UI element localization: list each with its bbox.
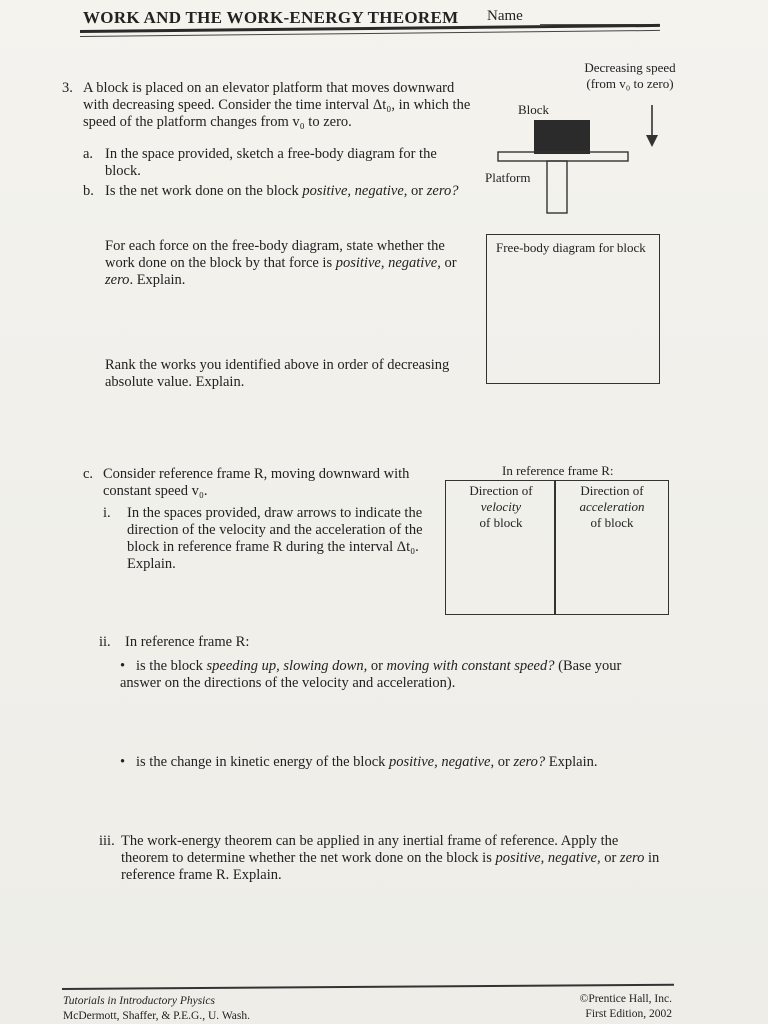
rank-works-text: Rank the works you identified above in order of decreasing absolute value. Explain. bbox=[105, 357, 450, 390]
bullet-dot: • bbox=[120, 658, 126, 674]
part-a-text: In the space provided, sketch a free-body diagram for the block. bbox=[105, 146, 437, 179]
each-force-end: . Explain. bbox=[129, 272, 186, 288]
footer-edition: First Edition, 2002 bbox=[585, 1008, 672, 1020]
velocity-header-line1: Direction of bbox=[469, 483, 533, 498]
footer-rule bbox=[62, 984, 674, 990]
platform-post-shape bbox=[547, 161, 567, 213]
question-number: 3. bbox=[62, 80, 73, 96]
part-c-letter: c. bbox=[83, 466, 94, 482]
name-label: Name bbox=[487, 8, 523, 24]
part-b-letter: b. bbox=[83, 183, 94, 199]
block-label: Block bbox=[518, 102, 550, 117]
footer-book-title: Tutorials in Introductory Physics bbox=[63, 995, 215, 1007]
direction-table-divider bbox=[554, 480, 556, 614]
each-force-zero: zero bbox=[105, 272, 130, 288]
part-ciii-letter: iii. bbox=[99, 833, 115, 849]
each-force-or: or bbox=[440, 255, 457, 271]
each-force-plain: For each force on the free-body diagram, state whether the work done on the block by that force is bbox=[105, 238, 445, 271]
down-arrow-icon bbox=[646, 135, 658, 147]
part-ci-letter: i. bbox=[103, 505, 111, 521]
part-cii-text: In reference frame R: bbox=[125, 634, 250, 650]
part-b-zero: zero? bbox=[426, 183, 459, 199]
footer-copyright: ©Prentice Hall, Inc. bbox=[579, 993, 672, 1005]
velocity-column-header bbox=[449, 483, 553, 531]
velocity-header-line3: of block bbox=[479, 515, 523, 530]
page-title: WORK AND THE WORK-ENERGY THEOREM bbox=[83, 8, 459, 27]
part-b-plain: Is the net work done on the block bbox=[105, 183, 303, 199]
part-b-italic: positive, negative, bbox=[302, 183, 408, 199]
question-intro: A block is placed on an elevator platform that moves downward with decreasing speed. Consider the time interval Δt₀, in which the speed of the platform changes from v₀ to zero. bbox=[83, 80, 471, 130]
part-cii-letter: ii. bbox=[99, 634, 111, 650]
acceleration-header-line2: acceleration bbox=[579, 499, 645, 514]
part-c-text: Consider reference frame R, moving downward with constant speed v₀. bbox=[103, 466, 410, 499]
each-force-italic: positive, negative, bbox=[335, 255, 441, 271]
decreasing-speed-line1: Decreasing speed bbox=[584, 60, 676, 75]
direction-table-title: In reference frame R: bbox=[502, 463, 614, 478]
bullet-kinetic-energy: • is the change in kinetic energy of the block positive, negative, or zero? Explain. bbox=[120, 754, 598, 770]
free-body-diagram-box[interactable] bbox=[486, 234, 660, 384]
platform-label: Platform bbox=[485, 170, 531, 185]
free-body-diagram-label: Free-body diagram for block bbox=[496, 240, 646, 255]
part-ci-text: In the spaces provided, draw arrows to indicate the direction of the velocity and the acceleration of the block in reference frame R during the interval Δt₀. Explain. bbox=[127, 505, 423, 572]
block-shape bbox=[534, 120, 590, 154]
acceleration-header-line1: Direction of bbox=[580, 483, 644, 498]
decreasing-speed-label bbox=[575, 60, 685, 92]
part-b-text bbox=[105, 183, 485, 200]
footer-credits bbox=[63, 994, 250, 1024]
bullet-speeding-up: • is the block speeding up, slowing down, or moving with constant speed? (Base your answer on the directions of the velocity and acceleration). bbox=[120, 658, 622, 691]
footer-publisher bbox=[560, 992, 672, 1022]
velocity-header-line2: velocity bbox=[480, 499, 522, 514]
decreasing-speed-line2: (from v₀ to zero) bbox=[586, 76, 674, 91]
part-b-or: or bbox=[407, 183, 427, 199]
acceleration-header-line3: of block bbox=[590, 515, 634, 530]
bullet-dot: • bbox=[120, 754, 126, 770]
elevator-diagram bbox=[490, 95, 670, 220]
footer-authors: McDermott, Shaffer, & P.E.G., U. Wash. bbox=[63, 1010, 250, 1022]
part-ciii-text: The work-energy theorem can be applied in any inertial frame of reference. Apply the theorem to determine whether the net work done on the block is positive, negative, or zero in reference frame R. Explain. bbox=[121, 833, 660, 883]
part-a-letter: a. bbox=[83, 146, 94, 162]
each-force-text bbox=[105, 238, 475, 289]
acceleration-column-header bbox=[558, 483, 666, 531]
